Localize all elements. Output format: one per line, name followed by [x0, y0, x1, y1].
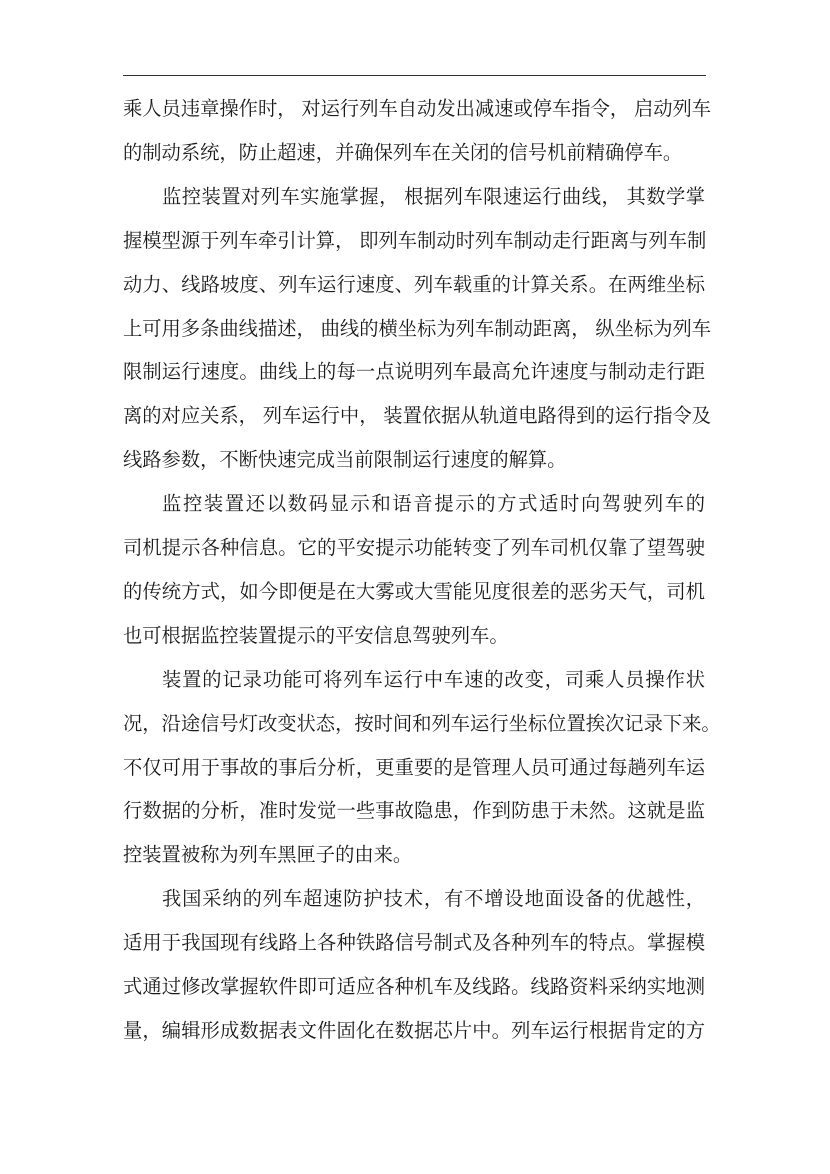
paragraph-2-line: 线路参数，不断快速完成当前限制运行速度的解算。	[123, 450, 567, 472]
paragraph-1-line: 的制动系统，防止超速，并确保列车在关闭的信号机前精确停车。	[123, 142, 683, 164]
paragraph-2-line: 监控装置对列车实施掌握， 根据列车限速运行曲线， 其数学掌	[162, 186, 705, 208]
header-rule	[123, 75, 706, 76]
paragraph-4-line: 不仅可用于事故的事后分析，更重要的是管理人员可通过每趟列车运	[123, 757, 705, 779]
paragraph-2-line: 握模型源于列车牵引计算， 即列车制动时列车制动走行距离与列车制	[123, 230, 707, 252]
paragraph-4-line: 况，沿途信号灯改变状态，按时间和列车运行坐标位置挨次记录下来。	[123, 713, 721, 735]
paragraph-3-line: 的传统方式，如今即便是在大雾或大雪能见度很差的恶劣天气，司机	[123, 581, 705, 603]
paragraph-4-line: 装置的记录功能可将列车运行中车速的改变，司乘人员操作状	[162, 669, 705, 691]
paragraph-3-line: 监控装置还以数码显示和语音提示的方式适时向驾驶列车的	[162, 494, 705, 516]
paragraph-2-line: 限制运行速度。曲线上的每一点说明列车最高允许速度与制动走行距	[123, 362, 705, 384]
paragraph-2-line: 上可用多条曲线描述， 曲线的横坐标为列车制动距离， 纵坐标为列车	[123, 318, 712, 340]
paragraph-5-line: 适用于我国现有线路上各种铁路信号制式及各种列车的特点。掌握模	[123, 933, 705, 955]
paragraph-5-line: 我国采纳的列车超速防护技术，有不增设地面设备的优越性，	[162, 889, 705, 911]
paragraph-5-line: 量，编辑形成数据表文件固化在数据芯片中。列车运行根据肯定的方	[123, 1020, 705, 1042]
paragraph-2-line: 离的对应关系， 列车运行中， 装置依据从轨道电路得到的运行指令及	[123, 406, 712, 428]
paragraph-4-line: 行数据的分析，准时发觉一些事故隐患，作到防患于未然。这就是监	[123, 801, 705, 823]
paragraph-3-line: 也可根据监控装置提示的平安信息驾驶列车。	[123, 625, 509, 647]
paragraph-1-line: 乘人员违章操作时， 对运行列车自动发出减速或停车指令， 启动列车	[123, 99, 712, 120]
paragraph-5-line: 式通过修改掌握软件即可适应各种机车及线路。线路资料采纳实地测	[123, 977, 705, 998]
paragraph-4-line: 控装置被称为列车黑匣子的由来。	[123, 845, 413, 867]
paragraph-3-line: 司机提示各种信息。它的平安提示功能转变了列车司机仅靠了望驾驶	[123, 538, 705, 559]
paragraph-2-line: 动力、线路坡度、列车运行速度、列车载重的计算关系。在两维坐标	[123, 274, 705, 296]
